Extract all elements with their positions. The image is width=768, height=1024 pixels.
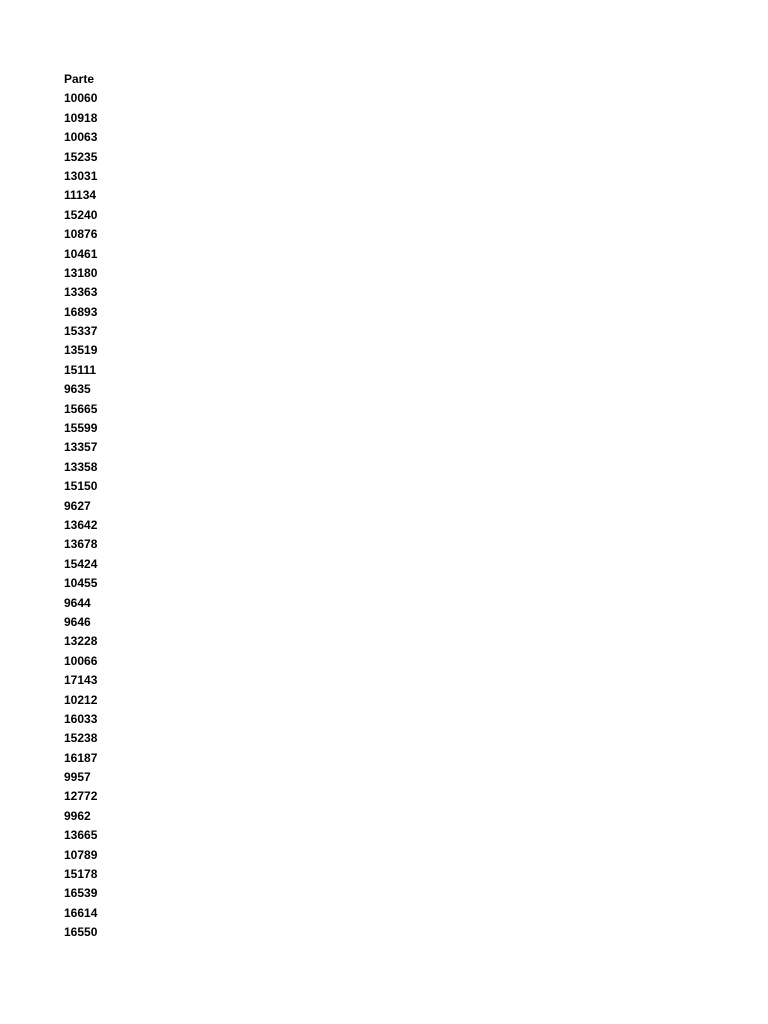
part-number-cell: 9646 — [64, 614, 91, 629]
column-header: Parte — [64, 72, 95, 86]
part-number-cell: 15599 — [64, 421, 98, 436]
part-number-cell: 16893 — [64, 304, 98, 319]
part-number-cell: 13678 — [64, 537, 98, 552]
part-number-cell: 10212 — [64, 692, 98, 707]
part-number-cell: 10063 — [64, 130, 98, 145]
part-number-cell: 9957 — [64, 770, 91, 785]
part-number-cell: 10461 — [64, 246, 98, 261]
column-values — [64, 89, 97, 942]
part-number-cell: 9635 — [64, 382, 91, 397]
part-number-cell: 10060 — [64, 91, 98, 106]
part-number-cell: 16614 — [64, 905, 98, 920]
part-number-cell: 13665 — [64, 828, 98, 843]
part-number-cell: 13358 — [64, 459, 98, 474]
part-number-cell: 12772 — [64, 789, 98, 804]
part-number-cell: 10455 — [64, 576, 98, 591]
part-number-cell: 17143 — [64, 673, 98, 688]
part-number-cell: 13228 — [64, 634, 98, 649]
part-number-cell: 16539 — [64, 886, 98, 901]
part-number-cell: 15178 — [64, 867, 98, 882]
part-number-cell: 15424 — [64, 556, 98, 571]
part-number-cell: 15150 — [64, 479, 98, 494]
parts-column — [64, 70, 97, 943]
part-number-cell: 13363 — [64, 285, 98, 300]
part-number-cell: 15240 — [64, 207, 98, 222]
part-number-cell: 9644 — [64, 595, 91, 610]
part-number-cell: 15665 — [64, 401, 98, 416]
part-number-cell: 9627 — [64, 498, 91, 513]
part-number-cell: 13642 — [64, 517, 98, 532]
part-number-cell: 13031 — [64, 168, 98, 183]
part-number-cell: 15235 — [64, 149, 98, 164]
part-number-cell: 13180 — [64, 265, 98, 280]
part-number-cell: 16550 — [64, 925, 98, 940]
part-number-cell: 15337 — [64, 324, 98, 339]
part-number-cell: 10789 — [64, 847, 98, 862]
part-number-cell: 13357 — [64, 440, 98, 455]
part-number-cell: 11134 — [64, 188, 97, 203]
part-number-cell: 16187 — [64, 750, 98, 765]
part-number-cell: 15111 — [64, 362, 97, 377]
part-number-cell: 16033 — [64, 711, 98, 726]
part-number-cell: 10876 — [64, 227, 98, 242]
part-number-cell: 13519 — [64, 343, 98, 358]
part-number-cell: 9962 — [64, 808, 91, 823]
part-number-cell: 15238 — [64, 731, 98, 746]
part-number-cell: 10918 — [64, 110, 98, 125]
part-number-cell: 10066 — [64, 653, 98, 668]
